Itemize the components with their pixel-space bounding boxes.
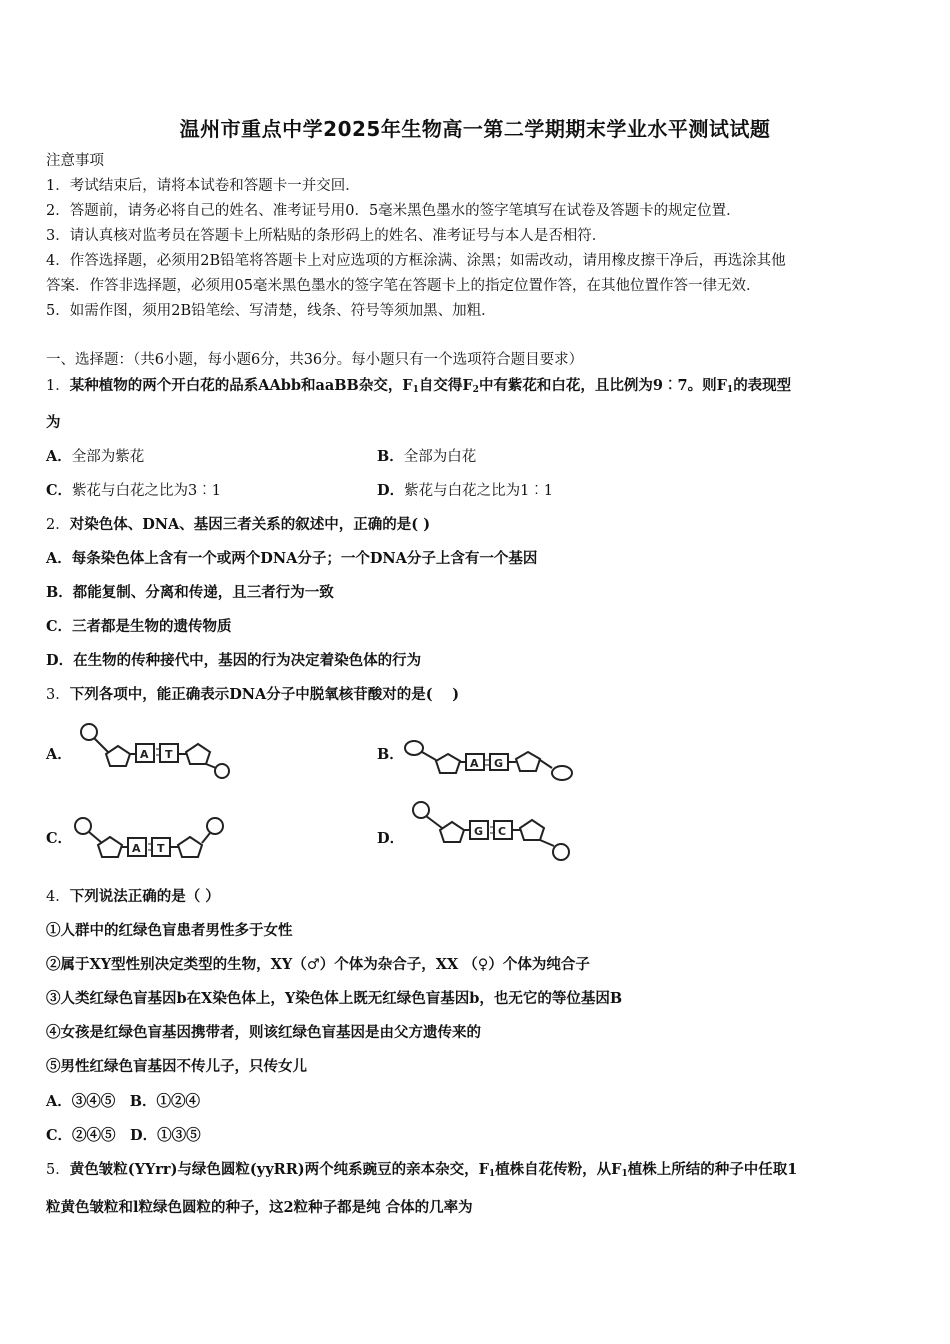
- q3-option-c[interactable]: C．: [46, 830, 73, 847]
- q2-option-c[interactable]: C．三者都是生物的遗传物质: [46, 618, 232, 635]
- question-1-stem-cont: 为: [46, 414, 61, 431]
- q3-option-b[interactable]: B．: [377, 746, 404, 763]
- option-text: 紫花与白花之比为3︰1: [72, 483, 221, 499]
- q4-options-cd[interactable]: C．②④⑤ D．①③⑤: [46, 1127, 201, 1144]
- base-label: G: [494, 757, 504, 770]
- q5-stem-part: 植株自花传粉，从F: [495, 1161, 622, 1178]
- q4-statement-3: ③人类红绿色盲基因b在X染色体上，Y染色体上既无红绿色盲基因b，也无它的等位基因B: [46, 990, 623, 1007]
- q1-stem-part: 自交得F: [418, 377, 473, 394]
- base-label: G: [474, 825, 484, 838]
- notice-item: 答案．作答非选择题，必须用05毫米黑色墨水的签字笔在答题卡上的指定位置作答，在其他位置作答一律无效．: [46, 278, 761, 294]
- question-3-stem: [46, 685, 459, 705]
- q3-option-a[interactable]: A．: [46, 746, 72, 763]
- option-text: 全部为白花: [403, 449, 477, 465]
- option-letter: B．: [377, 448, 404, 465]
- notice-item: 2．答题前，请务必将自己的姓名、准考证号用0．5毫米黑色墨水的签字笔填写在试卷及答题卡的规定位置．: [46, 203, 741, 219]
- option-letter: A．: [46, 448, 72, 465]
- q1-option-b[interactable]: [377, 447, 476, 467]
- notice-item: 3．请认真核对监考员在答题卡上所粘贴的条形码上的姓名、准考证号与本人是否相符．: [46, 228, 607, 244]
- q1-stem-part: 的表现型: [733, 377, 792, 394]
- q1-sub: 1: [412, 385, 419, 395]
- option-text: 全部为紫花: [71, 449, 145, 465]
- q3-stem-text: 下列各项中，能正确表示DNA分子中脱氧核苷酸对的是( ): [69, 686, 460, 703]
- q4-statement-1: ①人群中的红绿色盲患者男性多于女性: [46, 922, 293, 939]
- base-label: T: [165, 748, 173, 761]
- notice-item: 5．如需作图，须用2B铅笔绘、写清楚，线条、符号等须加黑、加粗．: [46, 303, 496, 319]
- notice-item: 4．作答选择题，必须用2B铅笔将答题卡上对应选项的方框涂满、涂黑；如需改动，请用橡皮擦干净后，再选涂其他: [46, 253, 786, 269]
- q5-sub: 1: [621, 1169, 628, 1179]
- q1-sub: 1: [726, 385, 734, 395]
- q5-sub: 1: [488, 1169, 496, 1179]
- q4-statement-2: ②属于XY型性别决定类型的生物，XY（♂）个体为杂合子，XX （♀）个体为纯合子: [46, 956, 590, 973]
- question-number: 2．: [46, 517, 70, 533]
- notice-heading: 注意事项: [46, 153, 104, 169]
- q3-option-b-diagram: [402, 738, 577, 786]
- q1-sub: 2: [472, 385, 479, 395]
- question-number: 5．: [46, 1162, 70, 1178]
- q1-option-d[interactable]: [377, 481, 553, 501]
- q4-statement-5: ⑤男性红绿色盲基因不传儿子，只传女儿: [46, 1058, 307, 1075]
- question-number: 4．: [46, 889, 70, 905]
- q1-option-c[interactable]: [46, 481, 221, 501]
- q3-option-d[interactable]: D．: [377, 830, 405, 847]
- q3-option-d-diagram: [410, 800, 575, 864]
- question-1-stem: [46, 376, 791, 400]
- question-5-stem: [46, 1160, 797, 1184]
- q2-stem-text: 对染色体、DNA、基因三者关系的叙述中，正确的是( ): [69, 516, 431, 533]
- base-label: C: [498, 825, 507, 838]
- q5-stem-part: 黄色皱粒(YYrr)与绿色圆粒(yyRR)两个纯系豌豆的亲本杂交，F: [69, 1161, 489, 1178]
- base-label: T: [157, 842, 165, 855]
- option-letter: C．: [46, 482, 73, 499]
- q3-option-a-diagram: [78, 722, 238, 782]
- base-label: A: [132, 842, 141, 855]
- question-number: 1．: [46, 378, 70, 394]
- option-text: 紫花与白花之比为1︰1: [404, 483, 554, 499]
- q2-option-d[interactable]: D．在生物的传种接代中，基因的行为决定着染色体的行为: [46, 652, 422, 669]
- option-letter: D．: [377, 482, 405, 499]
- q1-stem-part: 某种植物的两个开白花的品系AAbb和aaBB杂交，F: [69, 377, 413, 394]
- base-label: A: [470, 757, 479, 770]
- q4-options-ab[interactable]: A．③④⑤ B．①②④: [46, 1093, 201, 1110]
- question-2-stem: [46, 515, 430, 535]
- q5-stem-part: 植株上所结的种子中任取1: [627, 1161, 798, 1178]
- base-label: A: [140, 748, 149, 761]
- q3-option-c-diagram: [72, 815, 232, 863]
- question-4-stem: [46, 887, 220, 907]
- q2-option-a[interactable]: A．每条染色体上含有一个或两个DNA分子；一个DNA分子上含有一个基因: [46, 550, 538, 567]
- q1-option-a[interactable]: [46, 447, 144, 467]
- q4-stem-text: 下列说法正确的是（ ）: [69, 888, 220, 905]
- page-title: 温州市重点中学2025年生物高一第二学期期末学业水平测试试题: [179, 117, 771, 141]
- section-heading: 一、选择题：（共6小题，每小题6分，共36分。每小题只有一个选项符合题目要求）: [46, 352, 584, 368]
- question-number: 3．: [46, 687, 70, 703]
- notice-item: 1．考试结束后，请将本试卷和答题卡一并交回．: [46, 178, 360, 194]
- question-5-stem-cont: 粒黄色皱粒和l粒绿色圆粒的种子，这2粒种子都是纯 合体的几率为: [46, 1199, 473, 1216]
- q2-option-b[interactable]: B．都能复制、分离和传递，且三者行为一致: [46, 584, 334, 601]
- q4-statement-4: ④女孩是红绿色盲基因携带者，则该红绿色盲基因是由父方遗传来的: [46, 1024, 481, 1041]
- q1-stem-part: 中有紫花和白花，且比例为9︰7。则F: [478, 377, 727, 394]
